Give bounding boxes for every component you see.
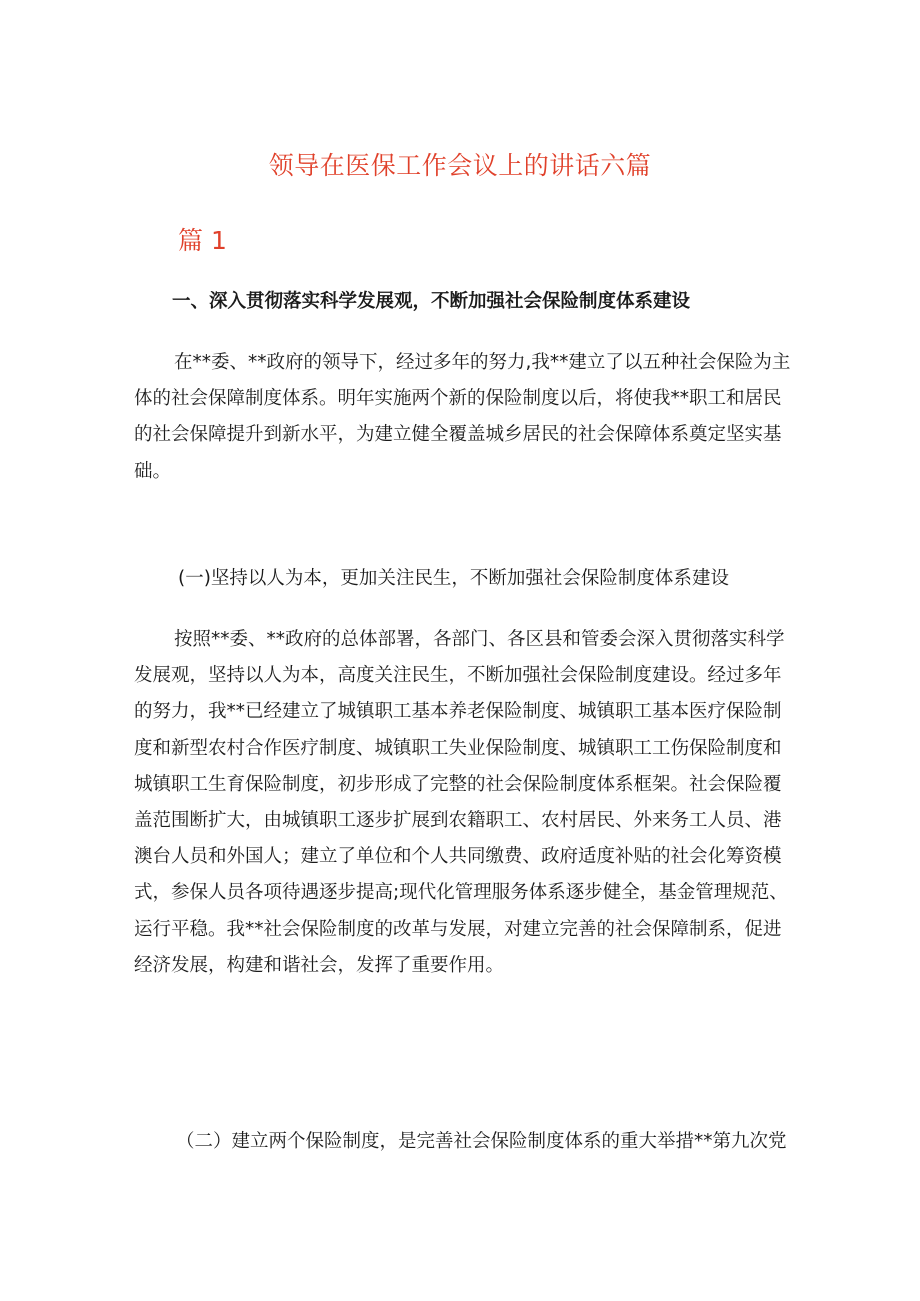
paragraph-line: 运行平稳。我**社会保险制度的改革与发展，对建立完善的社会保障制系，促进 — [134, 918, 782, 940]
paragraph-line: 发展观，坚持以人为本，高度关注民生，不断加强社会保险制度建设。经过多年 — [134, 665, 782, 687]
paragraph-line: 澳台人员和外国人；建立了单位和个人共同缴费、政府适度补贴的社会化筹资模 — [134, 846, 782, 868]
paragraph-line: 的社会保障提升到新水平，为建立健全覆盖城乡居民的社会保障体系奠定坚实基 — [134, 424, 782, 446]
subsection-heading-2: （二）建立两个保险制度，是完善社会保险制度体系的重大举措**第九次党 — [176, 1131, 787, 1152]
paragraph-body — [134, 622, 794, 984]
paragraph-line: 体的社会保障制度体系。明年实施两个新的保险制度以后，将使我**职工和居民 — [134, 388, 782, 410]
section-heading: 一、深入贯彻落实科学发展观，不断加强社会保险制度体系建设 — [172, 291, 691, 312]
paragraph-line: 盖范围断扩大，由城镇职工逐步扩展到农籍职工、农村居民、外来务工人员、港 — [134, 809, 782, 831]
paragraph-line: 按照**委、**政府的总体部署，各部门、各区县和管委会深入贯彻落实科学 — [174, 629, 785, 650]
paragraph-line: 式，参保人员各项待遇逐步提高;现代化管理服务体系逐步健全，基金管理规范、 — [134, 882, 788, 904]
paragraph-line: 在**委、**政府的领导下，经过多年的努力,我**建立了以五种社会保险为主 — [174, 352, 791, 373]
paragraph-intro — [134, 345, 794, 490]
paragraph-line: 的努力，我**已经建立了城镇职工基本养老保险制度、城镇职工基本医疗保险制 — [134, 701, 782, 723]
paragraph-line: 度和新型农村合作医疗制度、城镇职工失业保险制度、城镇职工工伤保险制度和 — [134, 737, 782, 759]
paragraph-line: 础。 — [134, 460, 172, 482]
part-label: 篇 1 — [178, 226, 227, 255]
subsection-heading-1: (一)坚持以人为本，更加关注民生，不断加强社会保险制度体系建设 — [178, 568, 729, 589]
paragraph-line: 经济发展，构建和谐社会，发挥了重要作用。 — [134, 954, 505, 976]
document-title: 领导在医保工作会议上的讲话六篇 — [268, 151, 652, 180]
paragraph-line: 城镇职工生育保险制度，初步形成了完整的社会保险制度体系框架。社会保险覆 — [134, 773, 782, 795]
